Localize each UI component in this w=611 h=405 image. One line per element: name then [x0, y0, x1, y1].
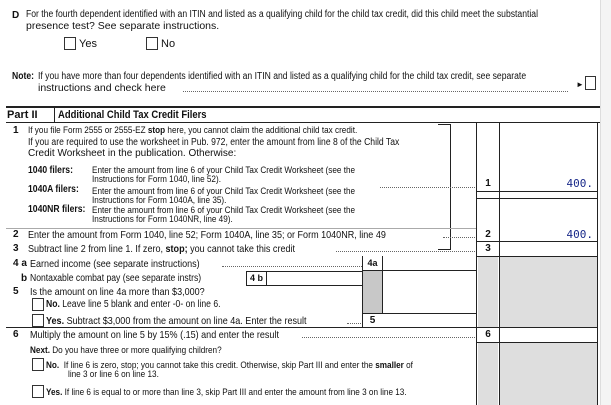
- line4b-bottom-rule: [246, 285, 362, 286]
- line1-filer-1040a-text1: Enter the amount from line 6 of your Child Tax Credit Worksheet (see the: [92, 186, 356, 197]
- line6-text: Multiply the amount on line 5 by 15% (.15) and enter the result: [30, 329, 279, 341]
- line1-number: 1: [13, 125, 19, 136]
- line1-bracket-bottom: [438, 249, 451, 250]
- line6-next-bold: Next.: [30, 345, 50, 356]
- line1-filer-1040nr-text2: Instructions for Form 1040NR, line 49).: [92, 214, 233, 225]
- line1-filer-1040-text1: Enter the amount from line 6 of your Child Tax Credit Worksheet (see the: [92, 165, 356, 176]
- line4a-number: 4 a: [13, 258, 27, 269]
- line3-box-number: 3: [485, 243, 491, 254]
- line6-no-text1-pre: If line 6 is zero, stop; you cannot take this credit. Otherwise, skip Part III and enter the: [63, 360, 376, 371]
- line4a-amount-input[interactable]: [383, 257, 476, 271]
- line6-leader-dots: [302, 337, 475, 338]
- line2-amount-input[interactable]: 400.: [566, 228, 593, 241]
- box-column-shaded: [478, 257, 498, 327]
- line5-yes-bold: Yes.: [46, 315, 65, 327]
- line3-text: [28, 243, 295, 255]
- line1-filer-1040nr-label: 1040NR filers:: [28, 204, 86, 215]
- line5-no-bold: No.: [46, 299, 60, 310]
- section-d-no-label: No: [161, 38, 176, 50]
- line2-leader-dots: [443, 237, 475, 238]
- section-d-text-line1: For the fourth dependent identified with an ITIN and listed as a qualifying child for the child tax credit, did this child meet the substantial: [26, 9, 538, 20]
- line1-leader-dots: [380, 187, 475, 188]
- line2-text: Enter the amount from Form 1040, line 52; Form 1040A, line 35; or Form 1040NR, line 49: [28, 229, 386, 241]
- right-scroll-strip[interactable]: [600, 0, 611, 405]
- line2-top-rule: [477, 198, 597, 199]
- line4a-leader-dots: [222, 266, 362, 267]
- line3-row-rule: [477, 256, 597, 257]
- line5-box-number: 5: [369, 315, 376, 326]
- line3-text-pre: Subtract line 2 from line 1. If zero,: [28, 243, 166, 255]
- line4b-top-rule: [246, 271, 362, 272]
- line6-no-text2: line 3 or line 6 on line 13.: [68, 369, 159, 380]
- note-leader-dots: [183, 91, 568, 92]
- note-checkbox[interactable]: [585, 76, 596, 90]
- line1-text-b1: If you are required to use the worksheet in Pub. 972, enter the amount from line 8 of the Child Tax: [28, 137, 400, 148]
- section-d-yes-label: Yes: [79, 38, 97, 50]
- line6-row-rule: [477, 342, 597, 343]
- line1-filer-1040nr-text1: Enter the amount from line 6 of your Child Tax Credit Worksheet (see the: [92, 205, 356, 216]
- section-d-text-line2: presence test? See separate instructions.: [26, 20, 220, 32]
- line1-filer-1040-text2: Instructions for Form 1040, line 52).: [92, 174, 221, 185]
- arrow-right-icon: ►: [576, 80, 584, 89]
- line3-number: 3: [13, 243, 19, 254]
- line1-filer-1040-label: 1040 filers:: [28, 165, 73, 176]
- line4b-number: b: [21, 273, 28, 284]
- note-text-line2: instructions and check here: [38, 82, 166, 94]
- line6-next: [30, 345, 222, 356]
- line1-filer-1040a-label: 1040A filers:: [28, 184, 79, 195]
- amount-column-shaded: [500, 257, 597, 327]
- line5-number: 5: [13, 286, 19, 297]
- line3-text-post: you cannot take this credit: [187, 243, 296, 255]
- section-d-letter: D: [12, 10, 20, 21]
- line5-no-checkbox[interactable]: [32, 298, 44, 311]
- line6-number: 6: [13, 329, 19, 340]
- amount-column-right-border: [597, 122, 598, 405]
- line6-no-checkbox[interactable]: [32, 358, 44, 371]
- line5-text: Is the amount on line 4a more than $3,000?: [30, 286, 205, 298]
- section-d-no-checkbox[interactable]: [146, 37, 158, 50]
- line4b-amount-input[interactable]: [267, 272, 362, 285]
- line5-yes-option: [46, 315, 307, 327]
- line6-amount-input[interactable]: [500, 328, 597, 342]
- line1-text-a-bold: stop: [147, 125, 166, 136]
- line1-amount-input[interactable]: 400.: [566, 177, 593, 190]
- line3-leader-dots: [336, 251, 475, 252]
- part2-top-rule: [6, 106, 611, 108]
- box-column-shaded-lower: [478, 342, 498, 405]
- line6-yes-checkbox[interactable]: [32, 385, 44, 398]
- line6-no-bold: No.: [46, 360, 60, 371]
- line2-row-rule: [477, 241, 597, 242]
- note-text-line1: If you have more than four dependents identified with an ITIN and listed as a qualifying child for the child tax credit, see separate: [38, 71, 527, 82]
- line6-no-text1-bold: smaller: [375, 360, 404, 371]
- line6-yes-option: [46, 387, 407, 398]
- section-d-yes-checkbox[interactable]: [64, 37, 76, 50]
- line6-yes-text: If line 6 is equal to or more than line 3, skip Part III and enter the amount from line 3 on line 13.: [64, 387, 407, 398]
- line5-yes-checkbox[interactable]: [32, 314, 44, 327]
- part2-bottom-rule: [6, 122, 611, 123]
- part2-divider: [54, 108, 55, 122]
- line1-text-a: [28, 125, 357, 136]
- amount-column-shaded-lower: [500, 342, 597, 405]
- line1-text-a-pre: If you file Form 2555 or 2555-EZ: [28, 125, 148, 136]
- line6-box-number: 6: [485, 329, 491, 340]
- line1-bracket-top: [438, 124, 451, 125]
- line1-row-rule: [477, 191, 597, 192]
- line5-no-option: [46, 299, 220, 310]
- line2-number: 2: [13, 229, 19, 240]
- line4a-text: Earned income (see separate instructions): [30, 258, 200, 270]
- box-column-left-border: [476, 122, 477, 405]
- line4b-text: Nontaxable combat pay (see separate instrs): [30, 273, 202, 284]
- line1-text-b2: Credit Worksheet in the publication. Otherwise:: [28, 148, 237, 159]
- line3-text-bold: stop;: [165, 243, 188, 255]
- line1-filer-1040a-text2: Instructions for Form 1040A, line 35).: [92, 195, 227, 206]
- line4a-box-number: 4a: [367, 258, 378, 268]
- line5-amount-input[interactable]: [383, 313, 476, 327]
- line6-yes-bold: Yes.: [46, 387, 63, 398]
- line5-yes-text: Subtract $3,000 from the amount on line 4a. Enter the result: [66, 315, 307, 327]
- line6-no-text1-post: of: [403, 360, 413, 371]
- line2-box-number: 2: [485, 229, 491, 240]
- line4b-box-number: 4 b: [249, 273, 263, 283]
- line6-next-text: Do you have three or more qualifying children?: [52, 345, 222, 356]
- line1-text-a-post: here, you cannot claim the additional child tax credit.: [165, 125, 358, 136]
- line5-no-text: Leave line 5 blank and enter -0- on line 6.: [62, 299, 221, 310]
- part2-label: Part II: [7, 109, 38, 121]
- line2-separator: [6, 228, 476, 229]
- note-label: Note:: [12, 71, 34, 82]
- part2-title: Additional Child Tax Credit Filers: [58, 109, 207, 121]
- line1-box-number: 1: [485, 178, 491, 189]
- line5-leader-dots: [347, 323, 361, 324]
